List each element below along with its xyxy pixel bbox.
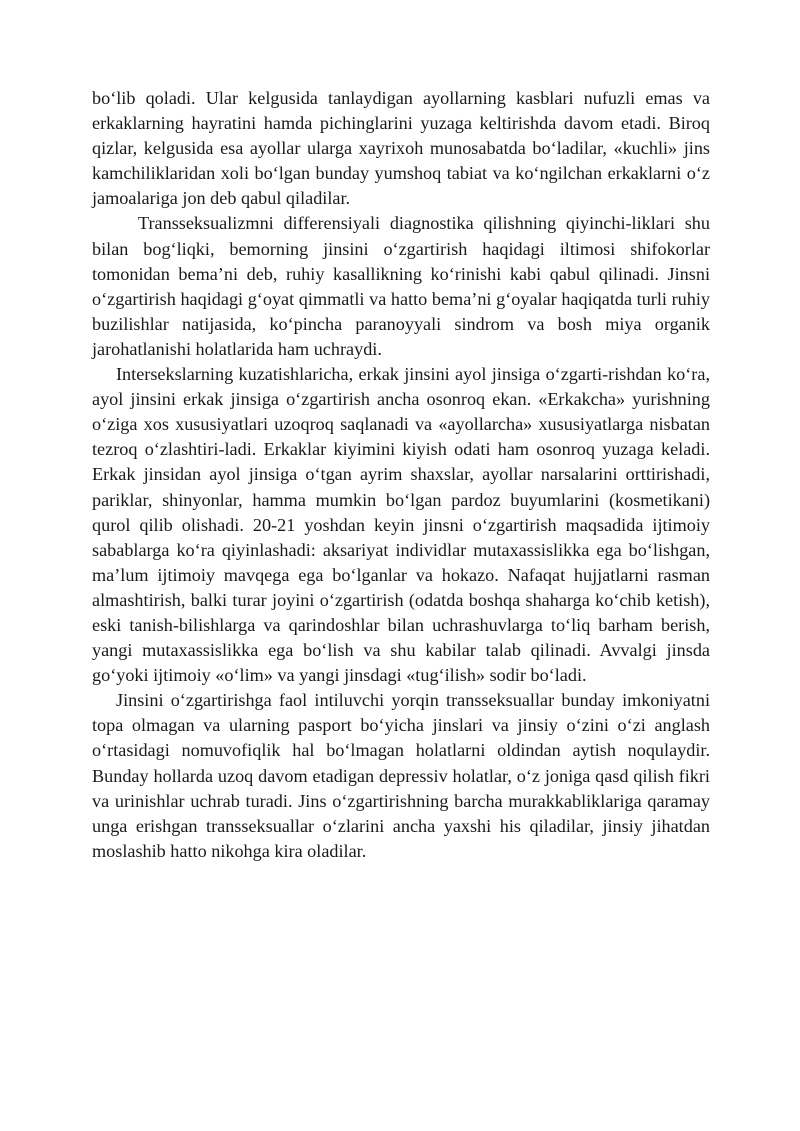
paragraph-intersex-observations: Intersekslarning kuzatishlaricha, erkak jinsini ayol jinsiga o‘zgarti-rishdan ko‘ra, ayol jinsini erkak jinsiga o‘zgartirish ancha osonroq ekan. «Erkakcha» yurishning o‘ziga xos xususiyatlari uzoqroq saqlanadi va «ayollarcha» xususiyatlarga nisbatan tezroq o‘zlashtiri-ladi. Erkaklar kiyimini kiyish odati ham osonroq yuzaga keladi. Erkak jinsidan ayol jinsiga o‘tgan ayrim shaxslar, ayollar narsalarini orttirishadi, pariklar, shinyonlar, hamma mumkin bo‘lgan pardoz buyumlarini (kosmetikani) qurol qilib olishadi. 20-21 yoshdan keyin jinsni o‘zgartirish maqsadida ijtimoiy sabablarga ko‘ra qiyinlashadi: aksariyat individlar mutaxassislikka ega bo‘lishgan, ma’lum ijtimoiy mavqega ega bo‘lganlar va hokazo. Nafaqat hujjatlarni rasman almashtirish, balki turar joyini o‘zgartirish (odatda boshqa shaharga ko‘chib ketish), eski tanish-bilishlarga va qarindoshlar bilan uchrashuvlarga to‘liq barham berish, yangi mutaxassislikka ega bo‘lish va shu kabilar talab qilinadi. Avvalgi jinsda go‘yoki ijtimoiy «o‘lim» va yangi jinsdagi «tug‘ilish» sodir bo‘ladi. [92,364,710,686]
document-page [92,86,710,864]
paragraph-continuation: bo‘lib qoladi. Ular kelgusida tanlaydigan ayollarning kasblari nufuzli emas va erkaklarning hayratini hamda pichinglarini yuzaga keltirishda davom etadi. Biroq qizlar, kelgusida esa ayollar ularga xayrixoh munosabatda bo‘ladilar, «kuchli» jins kamchiliklaridan xoli bo‘lgan bunday yumshoq tabiat va ko‘ngilchan erkaklarni o‘z jamoalariga jon deb qabul qiladilar. [92,88,710,209]
paragraph-gender-change-outcomes: Jinsini o‘zgartirishga faol intiluvchi yorqin transseksuallar bunday imkoniyatni topa olmagan va ularning pasport bo‘yicha jinslari va jinsiy o‘zini o‘zi anglash o‘rtasidagi nomuvofiqlik hal bo‘lmagan holatlarni oldindan aytish noqulaydir. Bunday hollarda uzoq davom etadigan depressiv holatlar, o‘z joniga qasd qilish fikri va urinishlar uchrab turadi. Jins o‘zgartirishning barcha murakkabliklariga qaramay unga erishgan transseksuallar o‘zlarini ancha yaxshi his qiladilar, jinsiy jihatdan moslashib hatto nikohga kira oladilar. [92,690,710,861]
paragraph-transsexualism-diagnostics: Transseksualizmni differensiyali diagnostika qilishning qiyinchi-liklari shu bilan bog‘liqki, bemorning jinsini o‘zgartirish haqidagi iltimosi shifokorlar tomonidan bema’ni deb, ruhiy kasallikning ko‘rinishi kabi qabul qilinadi. Jinsni o‘zgartirish haqidagi g‘oyat qimmatli va hatto bema’ni g‘oyalar haqiqatda turli ruhiy buzilishlar natijasida, ko‘pincha paranoyyali sindrom va bosh miya organik jarohatlanishi holatlarida ham uchraydi. [92,213,710,359]
